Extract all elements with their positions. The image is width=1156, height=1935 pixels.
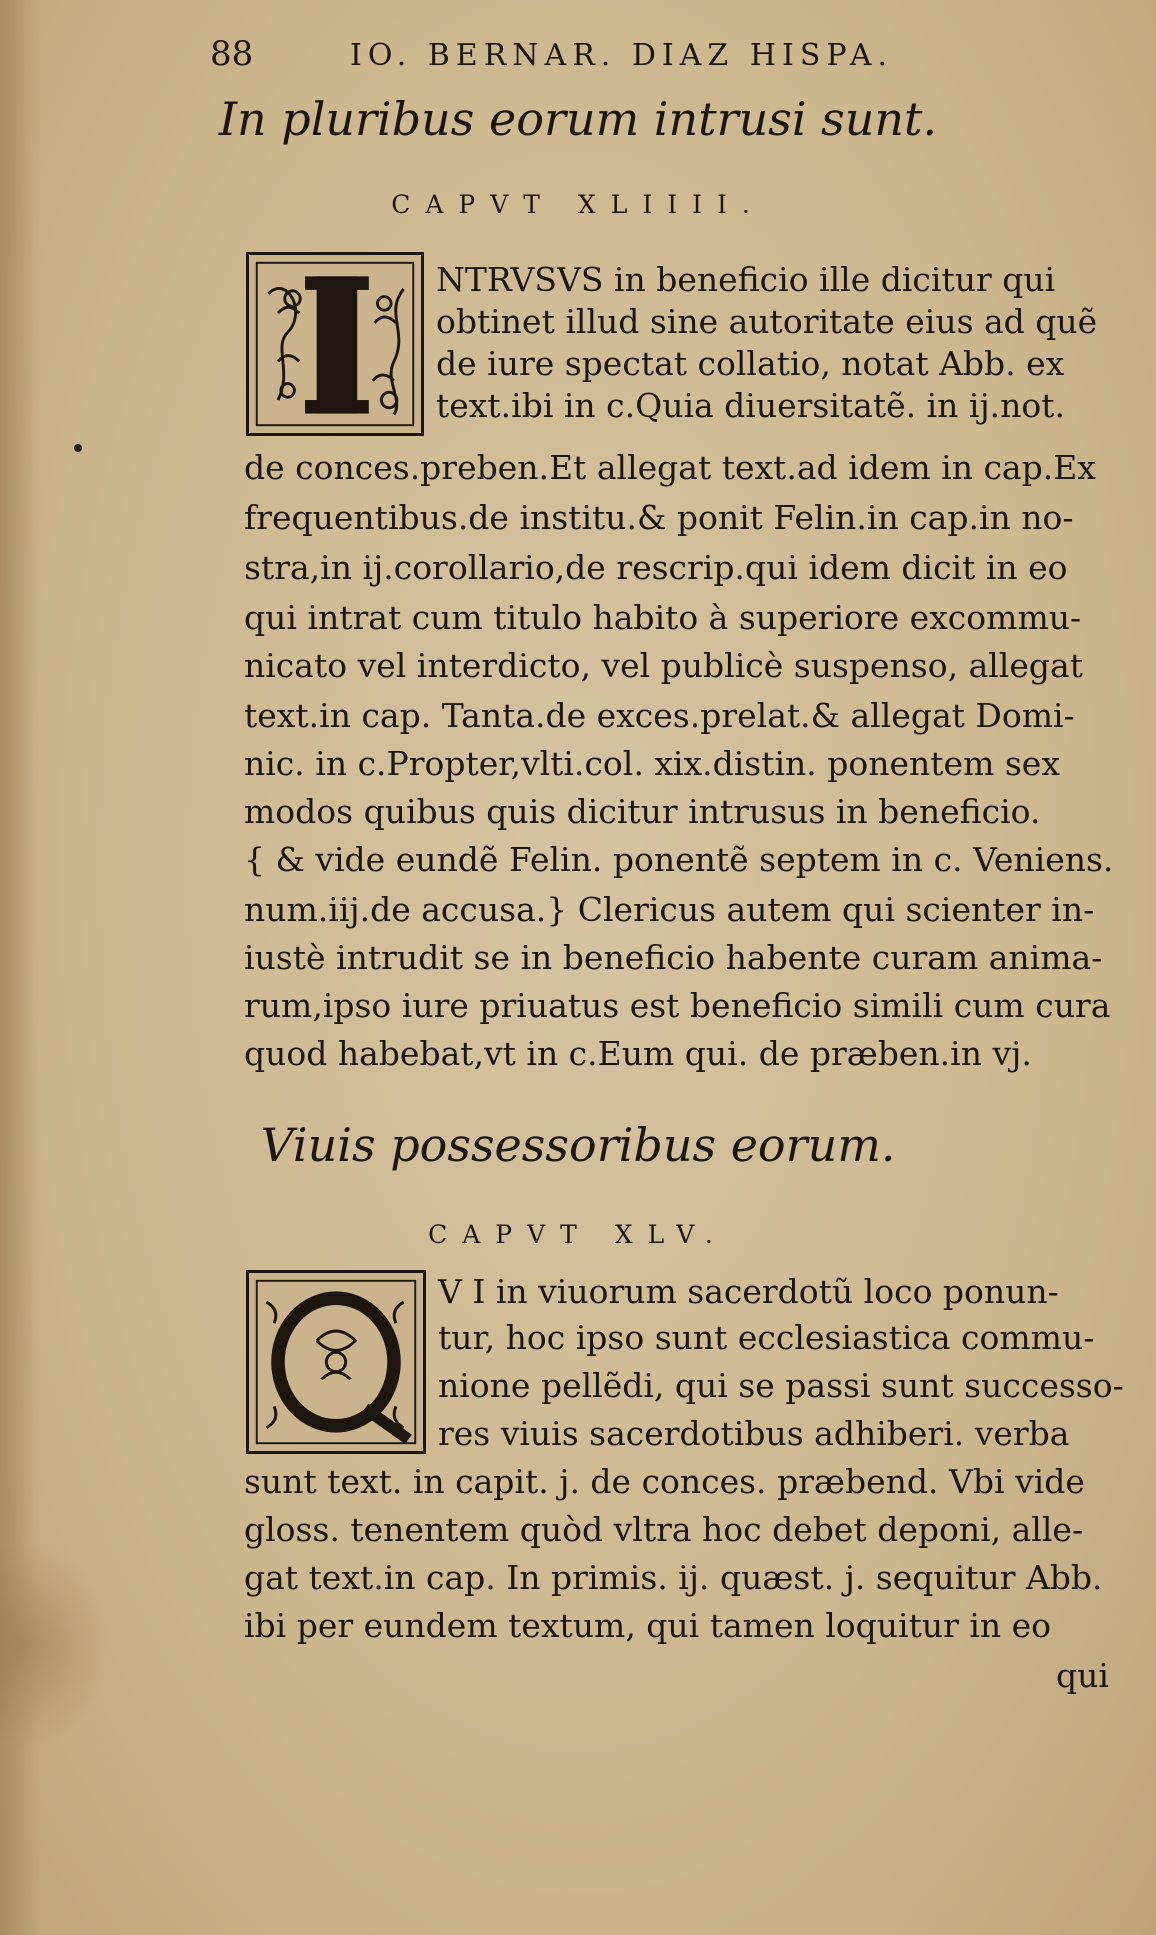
text-line: de iure spectat collatio, notat Abb. ex	[436, 344, 1065, 383]
text-line: de conces.preben.Et allegat text.ad idem in cap.Ex	[244, 448, 1096, 487]
text-line: text.ibi in c.Quia diuersitatẽ. in ij.not.	[436, 386, 1066, 425]
text-line: gloss. tenentem quòd vltra hoc debet deponi, alle-	[244, 1510, 1084, 1549]
floral-initial-i-icon	[249, 255, 421, 433]
text-line: qui intrat cum titulo habito à superiore excommu-	[244, 598, 1082, 637]
text-line: res viuis sacerdotibus adhiberi. verba	[438, 1414, 1070, 1453]
text-line: nione pellẽdi, qui se passi sunt successo-	[438, 1366, 1124, 1405]
text-line: rum,ipso iure priuatus est beneficio simili cum cura	[244, 986, 1111, 1025]
floral-initial-q-icon	[249, 1273, 423, 1451]
text-line: NTRVSVS in beneficio ille dicitur qui	[436, 260, 1056, 299]
ink-speck	[74, 444, 82, 452]
woodcut-initial	[246, 1270, 426, 1454]
page-number: 88	[210, 34, 254, 74]
text-line: { & vide eundẽ Felin. ponentẽ septem in c. Veniens.	[244, 840, 1114, 879]
chapter-heading: CAPVT XLIIII.	[391, 190, 765, 219]
running-head: IO. BERNAR. DIAZ HISPA.	[350, 38, 894, 73]
water-stain	[0, 1540, 110, 1750]
text-line: gat text.in cap. In primis. ij. quæst. j. sequitur Abb.	[244, 1558, 1103, 1597]
text-line: num.iij.de accusa.} Clericus autem qui scienter in-	[244, 890, 1095, 929]
chapter-title: In pluribus eorum intrusi sunt.	[218, 92, 938, 146]
text-line: frequentibus.de institu.& ponit Felin.in cap.in no-	[244, 498, 1074, 537]
running-header	[210, 34, 1030, 84]
text-line: quod habebat,vt in c.Eum qui. de præben.in vj.	[244, 1034, 1032, 1073]
text-line: ibi per eundem textum, qui tamen loquitur in eo	[244, 1606, 1052, 1645]
text-line: V I in viuorum sacerdotũ loco ponun-	[438, 1272, 1059, 1311]
text-line: nicato vel interdicto, vel publicè suspenso, allegat	[244, 646, 1083, 685]
text-line: iustè intrudit se in beneficio habente curam anima-	[244, 938, 1103, 977]
text-line: stra,in ij.corollario,de rescrip.qui idem dicit in eo	[244, 548, 1068, 587]
chapter-title: Viuis possessoribus eorum.	[260, 1118, 896, 1172]
catchword: qui	[1056, 1656, 1109, 1695]
text-line: tur, hoc ipso sunt ecclesiastica commu-	[438, 1318, 1095, 1357]
chapter-heading: CAPVT XLV.	[428, 1220, 728, 1249]
woodcut-initial	[246, 252, 424, 436]
text-line: text.in cap. Tanta.de exces.prelat.& allegat Domi-	[244, 696, 1075, 735]
text-line: modos quibus quis dicitur intrusus in beneficio.	[244, 792, 1041, 831]
text-line: nic. in c.Propter,vlti.col. xix.distin. ponentem sex	[244, 744, 1060, 783]
text-line: sunt text. in capit. j. de conces. præbend. Vbi vide	[244, 1462, 1085, 1501]
text-line: obtinet illud sine autoritate eius ad quẽ	[436, 302, 1098, 341]
